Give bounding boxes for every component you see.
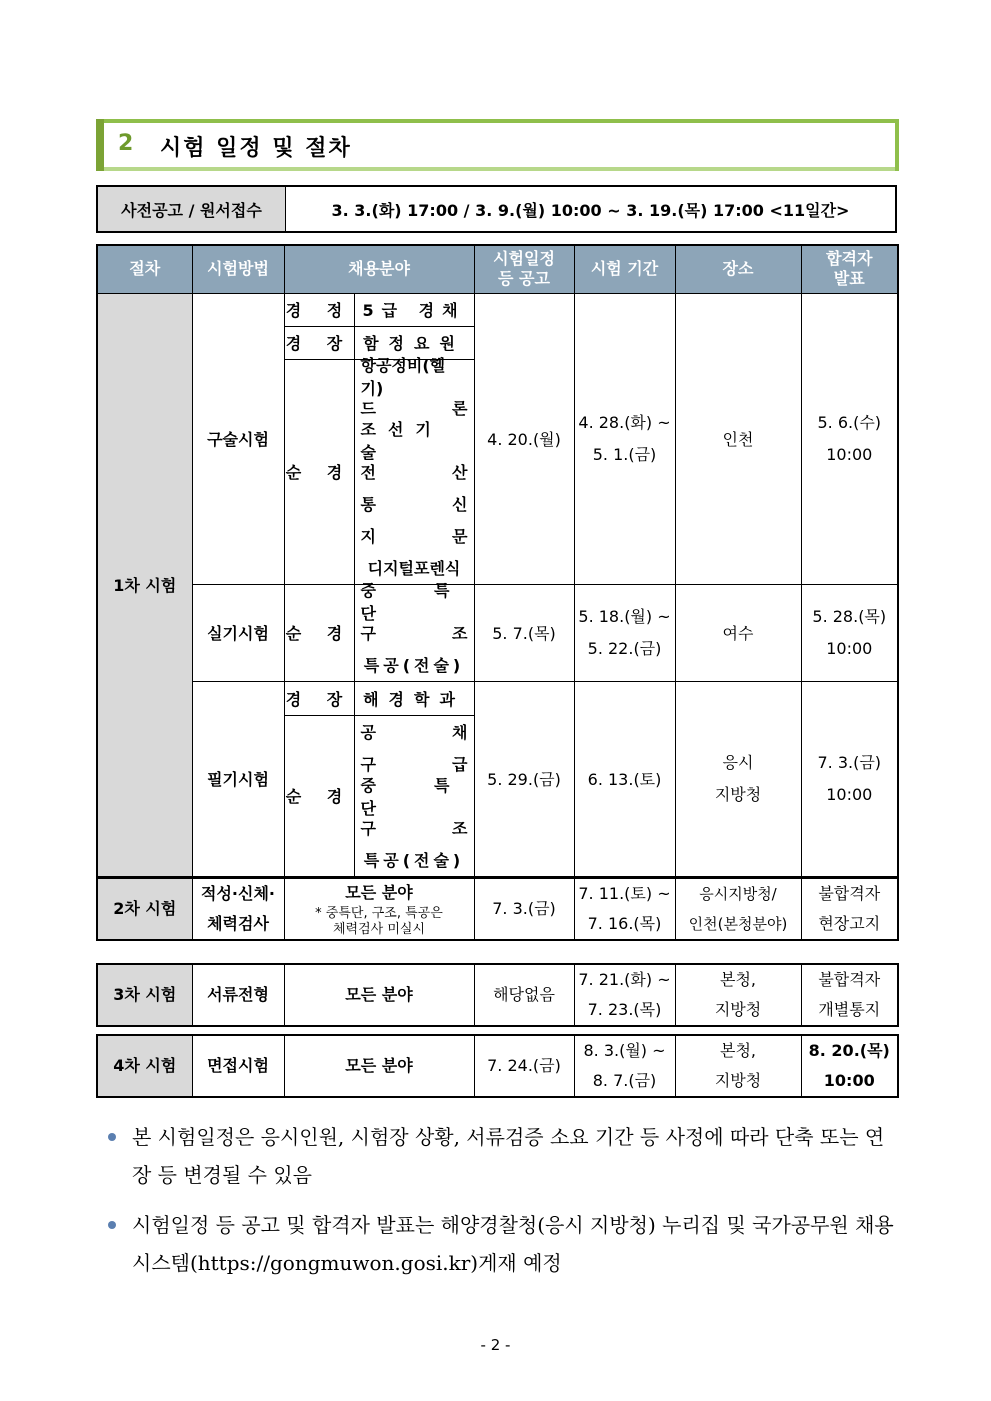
stage3-announce: 해당없음 [474, 964, 574, 1026]
oral-announce: 4. 20.(월) [474, 293, 574, 584]
list-item: 드 론 [360, 399, 468, 418]
stage4-period: 8. 3.(월) ~ 8. 7.(금) [574, 1035, 675, 1097]
stage3-period: 7. 21.(화) ~ 7. 23.(목) [574, 964, 675, 1026]
practical-announce: 5. 7.(목) [474, 584, 574, 681]
notice-row [96, 185, 897, 233]
table-header-row [97, 245, 898, 293]
notes [108, 1118, 903, 1294]
schedule-table [96, 244, 899, 878]
list-item: 항공정비(헬기) [360, 355, 446, 398]
practical-rank: 순 경 [284, 584, 354, 681]
practical-place: 여수 [675, 584, 801, 681]
note-item: 시험일정 등 공고 및 합격자 발표는 해양경찰청(응시 지방청) 누리집 및 국가공무원 채용시스템(https://gongmuwon.gosi.kr)게재 예정 [108, 1206, 903, 1282]
bullet-icon [108, 1221, 116, 1229]
stage4-label: 4차 시험 [97, 1035, 192, 1097]
stage4-result: 8. 20.(목) 10:00 [801, 1035, 898, 1097]
written-place: 응시 지방청 [675, 681, 801, 877]
oral-rank1: 경 정 [284, 293, 354, 326]
oral-place: 인천 [675, 293, 801, 584]
stage2-field: 모든 분야 * 중특단, 구조, 특공은 체력검사 미실시 [284, 878, 474, 940]
written-field1: 해경학과 [354, 681, 474, 715]
list-item: 중 특 단 [360, 775, 468, 818]
section-header [96, 119, 899, 171]
stage2-announce: 7. 3.(금) [474, 878, 574, 940]
stage4-field: 모든 분야 [284, 1035, 474, 1097]
written-result: 7. 3.(금) 10:00 [801, 681, 898, 877]
practical-result: 5. 28.(목) 10:00 [801, 584, 898, 681]
header-result: 합격자 발표 [801, 245, 898, 293]
list-item: 구 조 [360, 819, 468, 839]
stage2-method: 적성·신체· 체력검사 [192, 878, 284, 940]
notice-value: 3. 3.(화) 17:00 / 3. 9.(월) 10:00 ~ 3. 19.(목) 17:00 <11일간> [331, 200, 850, 220]
oral-fields3 [354, 355, 474, 584]
stage2-label: 2차 시험 [97, 878, 192, 940]
header-method: 시험방법 [192, 245, 284, 293]
list-item: 디지털포렌식 [367, 559, 461, 578]
oral-period: 4. 28.(화) ~ 5. 1.(금) [574, 293, 675, 584]
stage4-table [96, 1034, 899, 1098]
list-item: 특공(전술) [363, 656, 465, 675]
stage3-field: 모든 분야 [284, 964, 474, 1026]
practical-method: 실기시험 [192, 584, 284, 681]
list-item: 중 특 단 [360, 580, 468, 623]
oral-rank3: 순 경 [284, 359, 354, 584]
list-item: 통 신 [360, 495, 468, 514]
stage3-table [96, 963, 899, 1027]
written-method: 필기시험 [192, 681, 284, 877]
section-title: 시험 일정 및 절차 [160, 136, 352, 161]
stage2-table [96, 877, 899, 941]
practical-fields [354, 580, 474, 681]
list-item: 구 급 [360, 755, 468, 775]
bullet-icon [108, 1133, 116, 1141]
stage3-label: 3차 시험 [97, 964, 192, 1026]
stage4-announce: 7. 24.(금) [474, 1035, 574, 1097]
page-number: - 2 - [480, 1336, 511, 1354]
stage2-result: 불합격자 현장고지 [801, 878, 898, 940]
note-item: 본 시험일정은 응시인원, 시험장 상황, 서류검증 소요 기간 등 사정에 따라 단축 또는 연장 등 변경될 수 있음 [108, 1118, 903, 1194]
written-period: 6. 13.(토) [574, 681, 675, 877]
stage2-period: 7. 11.(토) ~ 7. 16.(목) [574, 878, 675, 940]
header-field: 채용분야 [284, 245, 474, 293]
header-stage: 절차 [97, 245, 192, 293]
notice-label: 사전공고 / 원서접수 [98, 187, 286, 231]
oral-field2: 함정요원 [354, 326, 474, 359]
list-item: 공 채 [360, 723, 468, 743]
stage2-place: 응시지방청/ 인천(본청분야) [675, 878, 801, 940]
oral-rank2: 경 장 [284, 326, 354, 359]
list-item: 구 조 [360, 624, 468, 643]
header-announce: 시험일정 등 공고 [474, 245, 574, 293]
written-rank1: 경 장 [284, 681, 354, 715]
section-number: 2 [118, 131, 134, 156]
stage1-label: 1차 시험 [97, 293, 192, 877]
written-announce: 5. 29.(금) [474, 681, 574, 877]
oral-field1: 5급 경채 [354, 293, 474, 326]
header-place: 장소 [675, 245, 801, 293]
written-fields2 [354, 715, 474, 877]
header-period: 시험 기간 [574, 245, 675, 293]
stage4-place: 본청, 지방청 [675, 1035, 801, 1097]
oral-result: 5. 6.(수) 10:00 [801, 293, 898, 584]
stage3-method: 서류전형 [192, 964, 284, 1026]
list-item: 지 문 [360, 527, 468, 546]
stage3-result: 불합격자 개별통지 [801, 964, 898, 1026]
list-item: 조선기술 [360, 419, 443, 462]
list-item: 전 산 [360, 463, 468, 482]
list-item: 특공(전술) [363, 851, 465, 871]
oral-method: 구술시험 [192, 293, 284, 584]
stage3-place: 본청, 지방청 [675, 964, 801, 1026]
stage4-method: 면접시험 [192, 1035, 284, 1097]
written-rank2: 순 경 [284, 715, 354, 877]
practical-period: 5. 18.(월) ~ 5. 22.(금) [574, 584, 675, 681]
